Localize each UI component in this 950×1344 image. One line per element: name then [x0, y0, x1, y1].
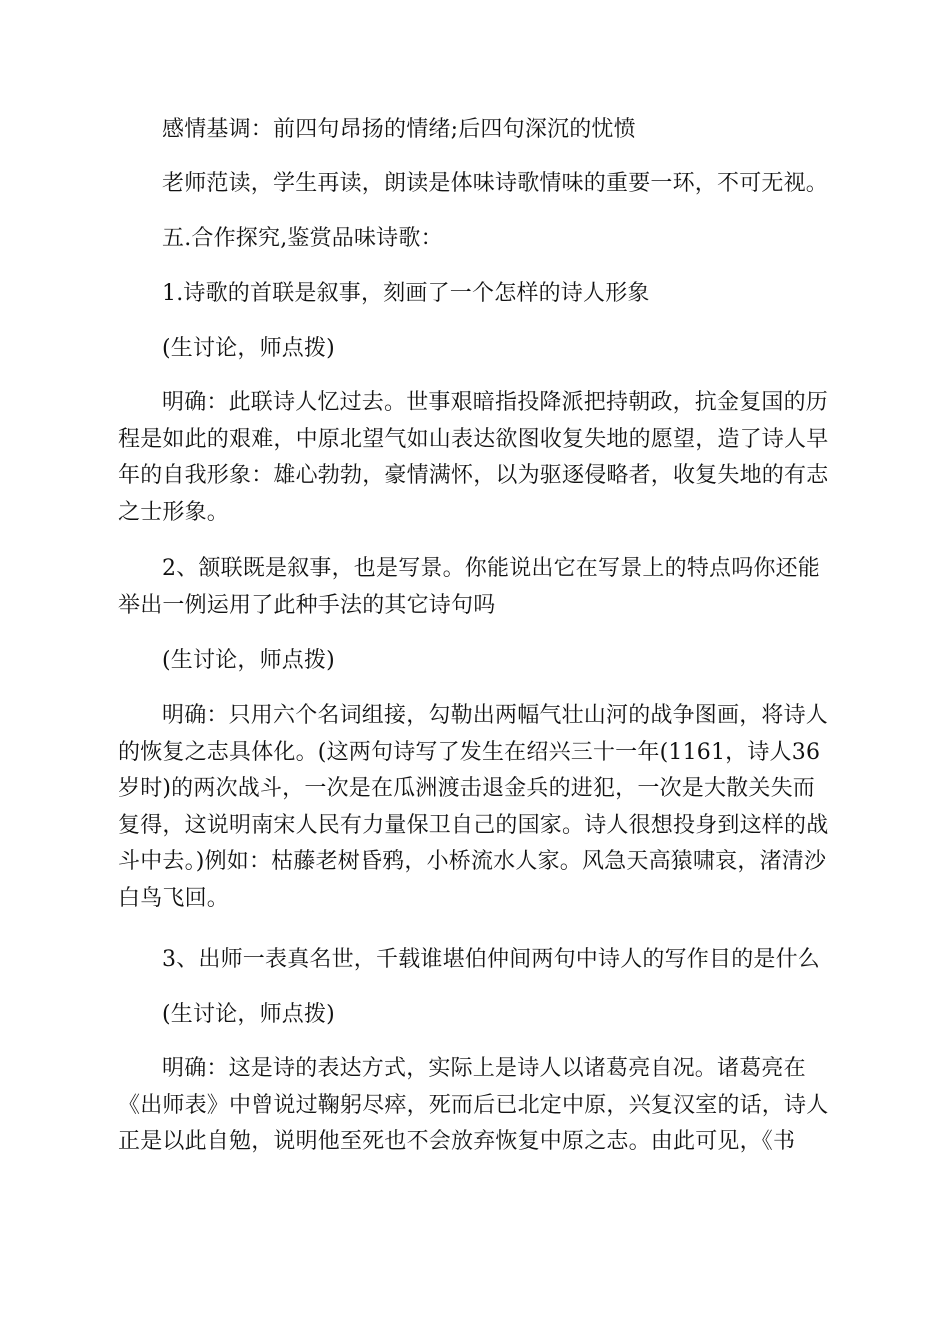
- discussion-note-three: (生讨论，师点拨): [162, 1002, 335, 1027]
- paragraph-emotional-tone: 感情基调：前四句昂扬的情绪;后四句深沉的忧愤: [162, 117, 636, 142]
- paragraph-teacher-reading: 老师范读，学生再读，朗读是体味诗歌情味的重要一环，不可无视。: [162, 171, 829, 196]
- question-two: 2、颔联既是叙事，也是写景。你能说出它在写景上的特点吗你还能举出一例运用了此种手法的其它诗句吗: [118, 556, 820, 618]
- answer-two: 明确：只用六个名词组接，勾勒出两幅气壮山河的战争图画，将诗人的恢复之志具体化。(这两句诗写了发生在绍兴三十一年(1161，诗人36岁时)的两次战斗，一次是在瓜洲渡击退金兵的进犯，一次是大散关失而复得，这说明南宋人民有力量保卫自己的国家。诗人很想投身到这样的战斗中去。)例如：枯藤老树昏鸦，小桥流水人家。风急天高猿啸哀，渚清沙白鸟飞回。: [118, 703, 829, 911]
- question-one: 1.诗歌的首联是叙事，刻画了一个怎样的诗人形象: [162, 281, 650, 306]
- section-heading-five: 五.合作探究,鉴赏品味诗歌：: [162, 226, 443, 251]
- answer-one: 明确：此联诗人忆过去。世事艰暗指投降派把持朝政，抗金复国的历程是如此的艰难，中原北望气如山表达欲图收复失地的愿望，造了诗人早年的自我形象：雄心勃勃，豪情满怀，以为驱逐侵略者，收复失地的有志之士形象。: [118, 390, 829, 525]
- question-three: 3、出师一表真名世，千载谁堪伯仲间两句中诗人的写作目的是什么: [162, 947, 820, 972]
- discussion-note-one: (生讨论，师点拨): [162, 336, 335, 361]
- answer-three: 明确：这是诗的表达方式，实际上是诗人以诸葛亮自况。诸葛亮在《出师表》中曾说过鞠躬尽瘁，死而后已北定中原，兴复汉室的话，诗人正是以此自勉，说明他至死也不会放弃恢复中原之志。由此可见，《书: [118, 1056, 829, 1154]
- discussion-note-two: (生讨论，师点拨): [162, 648, 335, 673]
